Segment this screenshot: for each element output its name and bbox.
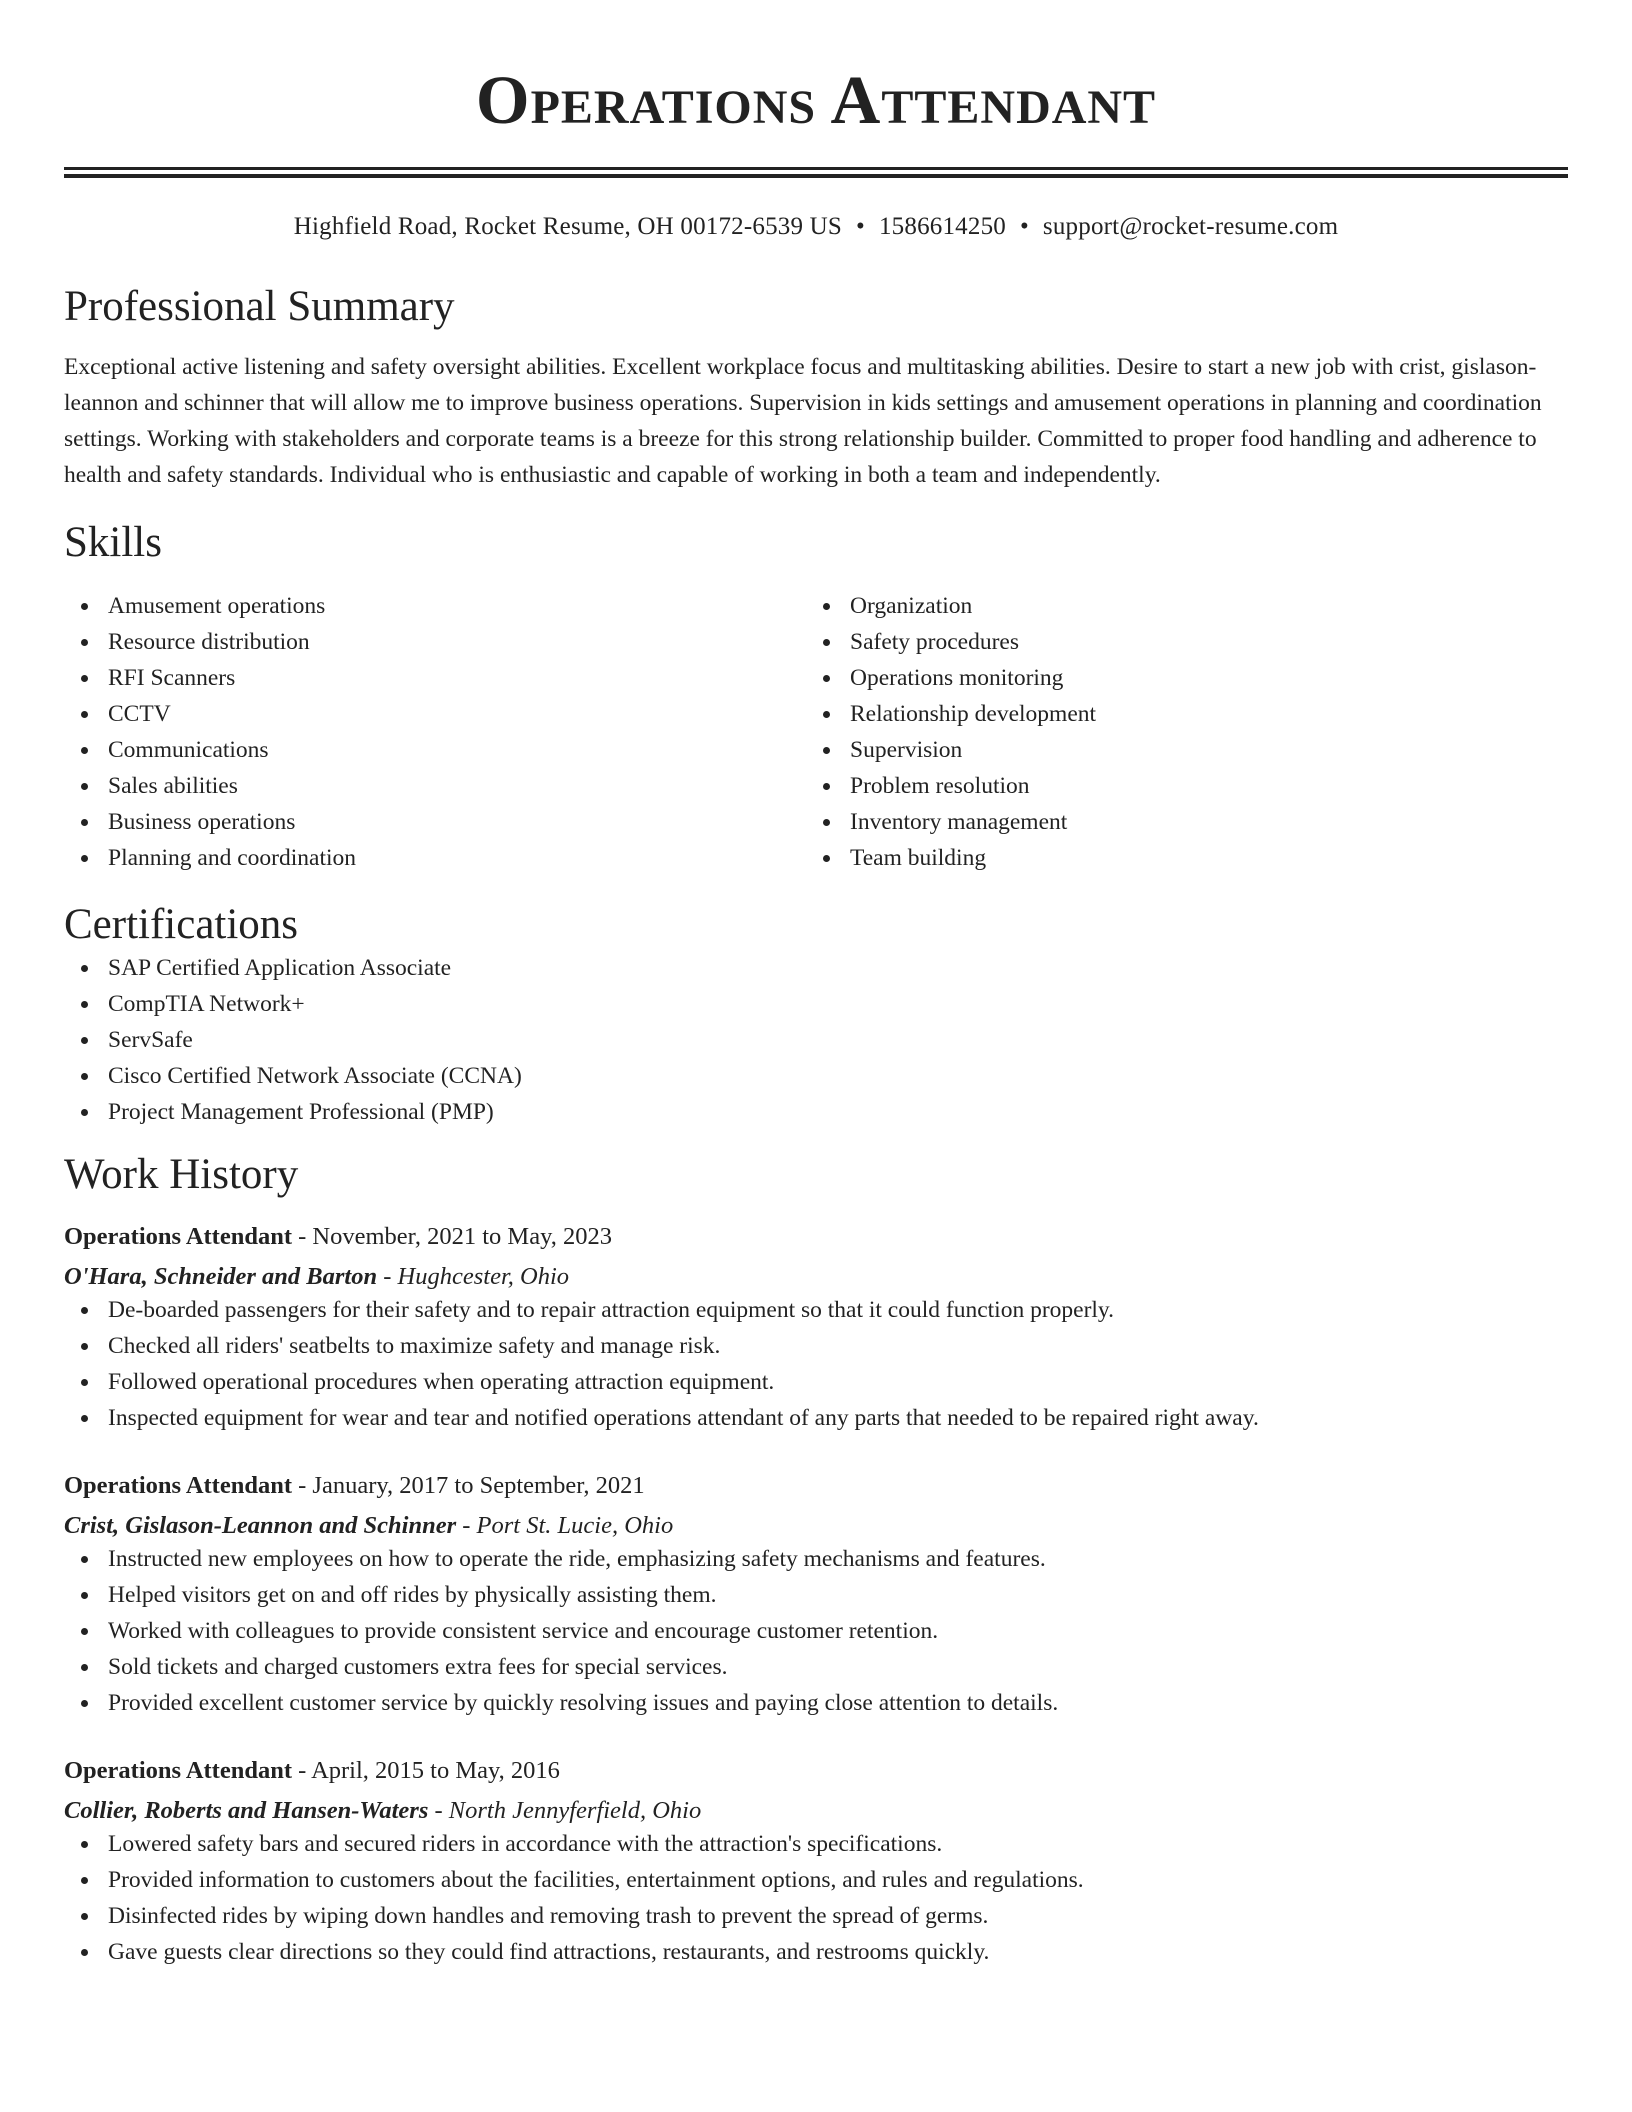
skill-item-text: Relationship development bbox=[850, 701, 1097, 727]
skills-grid bbox=[64, 588, 1568, 876]
contact-separator: • bbox=[856, 213, 865, 240]
certification-item-text: Project Management Professional (PMP) bbox=[108, 1099, 494, 1125]
bullet-icon bbox=[81, 1415, 88, 1422]
job-duty-item bbox=[64, 1898, 1568, 1934]
certification-item-text: ServSafe bbox=[108, 1027, 193, 1053]
skill-item-text: RFI Scanners bbox=[108, 665, 236, 691]
bullet-icon bbox=[81, 1001, 88, 1008]
skill-item bbox=[806, 624, 1548, 660]
job-company: Crist, Gislason-Leannon and Schinner bbox=[64, 1512, 457, 1539]
job-duty-item-text: Instructed new employees on how to operate the ride, emphasizing safety mechanisms and features. bbox=[108, 1546, 1046, 1572]
skill-item bbox=[64, 696, 806, 732]
job-duty-item-text: Disinfected rides by wiping down handles and removing trash to prevent the spread of germs. bbox=[108, 1903, 989, 1929]
bullet-icon bbox=[823, 603, 830, 610]
job-duty-item-text: Helped visitors get on and off rides by physically assisting them. bbox=[108, 1582, 717, 1608]
bullet-icon bbox=[81, 1073, 88, 1080]
skills-column-left bbox=[64, 588, 806, 876]
job-entry bbox=[64, 1471, 1568, 1721]
bullet-icon bbox=[81, 1343, 88, 1350]
job-duty-item-text: Followed operational procedures when operating attraction equipment. bbox=[108, 1369, 775, 1395]
job-duty-item bbox=[64, 1292, 1568, 1328]
bullet-icon bbox=[81, 747, 88, 754]
title-divider bbox=[64, 167, 1568, 178]
bullet-icon bbox=[81, 855, 88, 862]
job-title-line bbox=[64, 1222, 1568, 1252]
job-location: - Port St. Lucie, Ohio bbox=[456, 1512, 674, 1539]
bullet-icon bbox=[81, 639, 88, 646]
resume-title: Operations Attendant bbox=[475, 62, 1157, 138]
bullet-icon bbox=[81, 1877, 88, 1884]
job-duties-list bbox=[64, 1292, 1568, 1436]
job-company-line bbox=[64, 1511, 1568, 1541]
job-duty-item bbox=[64, 1577, 1568, 1613]
bullet-icon bbox=[81, 1109, 88, 1116]
job-duties-list bbox=[64, 1541, 1568, 1721]
job-duty-item-text: Lowered safety bars and secured riders in accordance with the attraction's specifications. bbox=[108, 1831, 943, 1857]
skill-item bbox=[64, 624, 806, 660]
certification-item bbox=[64, 950, 1568, 986]
skill-item-text: Organization bbox=[850, 593, 973, 619]
skill-item-text: Operations monitoring bbox=[850, 665, 1064, 691]
job-entry bbox=[64, 1222, 1568, 1436]
skill-item bbox=[806, 840, 1548, 876]
job-duty-item bbox=[64, 1364, 1568, 1400]
bullet-icon bbox=[81, 1379, 88, 1386]
job-duty-item bbox=[64, 1613, 1568, 1649]
skill-item bbox=[64, 768, 806, 804]
job-dates: - November, 2021 to May, 2023 bbox=[292, 1223, 612, 1250]
job-duty-item bbox=[64, 1934, 1568, 1970]
job-company: O'Hara, Schneider and Barton bbox=[64, 1263, 378, 1290]
certification-item bbox=[64, 986, 1568, 1022]
job-dates: - January, 2017 to September, 2021 bbox=[292, 1472, 645, 1499]
bullet-icon bbox=[81, 1037, 88, 1044]
bullet-icon bbox=[81, 1592, 88, 1599]
job-duty-item bbox=[64, 1400, 1568, 1436]
bullet-icon bbox=[81, 711, 88, 718]
bullet-icon bbox=[823, 819, 830, 826]
skill-item-text: CCTV bbox=[108, 701, 171, 727]
job-title-line bbox=[64, 1756, 1568, 1786]
bullet-icon bbox=[81, 1841, 88, 1848]
work-history-heading: Work History bbox=[64, 1151, 299, 1198]
certification-item bbox=[64, 1022, 1568, 1058]
bullet-icon bbox=[81, 965, 88, 972]
job-duties-list bbox=[64, 1826, 1568, 1970]
skill-item bbox=[806, 804, 1548, 840]
skill-item bbox=[64, 840, 806, 876]
job-duty-item-text: De-boarded passengers for their safety and to repair attraction equipment so that it could function properly. bbox=[108, 1297, 1115, 1323]
bullet-icon bbox=[823, 855, 830, 862]
certifications-list bbox=[64, 950, 1568, 1130]
bullet-icon bbox=[823, 747, 830, 754]
bullet-icon bbox=[823, 783, 830, 790]
job-duty-item-text: Provided information to customers about the facilities, entertainment options, and rules and regulations. bbox=[108, 1867, 1084, 1893]
contact-separator: • bbox=[1019, 213, 1029, 240]
summary-heading: Professional Summary bbox=[64, 283, 455, 330]
bullet-icon bbox=[81, 603, 88, 610]
skill-item-text: Inventory management bbox=[850, 809, 1068, 835]
job-duty-item bbox=[64, 1541, 1568, 1577]
skill-item bbox=[806, 660, 1548, 696]
certification-item-text: CompTIA Network+ bbox=[108, 991, 305, 1017]
job-location: - North Jennyferfield, Ohio bbox=[428, 1797, 702, 1824]
job-title-line bbox=[64, 1471, 1568, 1501]
certification-item-text: Cisco Certified Network Associate (CCNA) bbox=[108, 1063, 522, 1089]
job-duty-item-text: Sold tickets and charged customers extra fees for special services. bbox=[108, 1654, 728, 1680]
job-duty-item-text: Checked all riders' seatbelts to maximize safety and manage risk. bbox=[108, 1333, 721, 1359]
skill-item bbox=[64, 660, 806, 696]
skill-item bbox=[64, 732, 806, 768]
job-duty-item bbox=[64, 1328, 1568, 1364]
bullet-icon bbox=[823, 639, 830, 646]
skill-item bbox=[806, 768, 1548, 804]
bullet-icon bbox=[81, 1628, 88, 1635]
job-duty-item-text: Provided excellent customer service by quickly resolving issues and paying close attention to details. bbox=[108, 1690, 1059, 1716]
job-duty-item bbox=[64, 1649, 1568, 1685]
job-duty-item bbox=[64, 1862, 1568, 1898]
skills-heading: Skills bbox=[64, 519, 162, 566]
bullet-icon bbox=[81, 1664, 88, 1671]
skill-item-text: Resource distribution bbox=[108, 629, 310, 655]
bullet-icon bbox=[81, 819, 88, 826]
bullet-icon bbox=[81, 783, 88, 790]
job-company-line bbox=[64, 1796, 1568, 1826]
job-duty-item bbox=[64, 1826, 1568, 1862]
contact-phone: 1586614250 bbox=[878, 213, 1006, 240]
bullet-icon bbox=[823, 711, 830, 718]
summary-text: Exceptional active listening and safety oversight abilities. Excellent workplace focus and multitasking abilities. Desire to start a new job with crist, gislason-leannon and schinner that will allow me to improve business operations. Supervision in kids settings and amusement operations in planning and coordination settings. Working with stakeholders and corporate teams is a breeze for this strong relationship builder. Committed to proper food handling and adherence to health and safety standards. Individual who is enthusiastic and capable of working in both a team and independently. bbox=[64, 354, 1542, 488]
job-entry bbox=[64, 1756, 1568, 1970]
job-role: Operations Attendant bbox=[64, 1757, 293, 1784]
skill-item bbox=[806, 732, 1548, 768]
skills-list-right bbox=[806, 588, 1548, 876]
bullet-icon bbox=[81, 1556, 88, 1563]
skill-item-text: Amusement operations bbox=[108, 593, 326, 619]
job-duty-item bbox=[64, 1685, 1568, 1721]
bullet-icon bbox=[81, 675, 88, 682]
skill-item-text: Problem resolution bbox=[850, 773, 1030, 799]
job-location: - Hughcester, Ohio bbox=[377, 1263, 570, 1290]
bullet-icon bbox=[81, 1949, 88, 1956]
job-company-line bbox=[64, 1262, 1568, 1292]
job-duty-item-text: Worked with colleagues to provide consistent service and encourage customer retention. bbox=[108, 1618, 939, 1644]
bullet-icon bbox=[81, 1913, 88, 1920]
job-role: Operations Attendant bbox=[64, 1472, 293, 1499]
skill-item-text: Communications bbox=[108, 737, 269, 763]
certifications-heading: Certifications bbox=[64, 901, 299, 948]
job-duty-item-text: Gave guests clear directions so they could find attractions, restaurants, and restrooms quickly. bbox=[108, 1939, 990, 1965]
job-role: Operations Attendant bbox=[64, 1223, 293, 1250]
skill-item-text: Safety procedures bbox=[850, 629, 1019, 655]
skill-item-text: Business operations bbox=[108, 809, 296, 835]
skill-item bbox=[64, 804, 806, 840]
skill-item bbox=[806, 696, 1548, 732]
skills-list-left bbox=[64, 588, 806, 876]
contact-info bbox=[64, 212, 1568, 242]
certification-item bbox=[64, 1058, 1568, 1094]
job-company: Collier, Roberts and Hansen-Waters bbox=[64, 1797, 429, 1824]
bullet-icon bbox=[823, 675, 830, 682]
skill-item-text: Planning and coordination bbox=[108, 845, 357, 871]
skill-item-text: Supervision bbox=[850, 737, 963, 763]
skill-item-text: Sales abilities bbox=[108, 773, 238, 799]
skill-item bbox=[806, 588, 1548, 624]
skill-item bbox=[64, 588, 806, 624]
job-dates: - April, 2015 to May, 2016 bbox=[292, 1757, 560, 1784]
certification-item-text: SAP Certified Application Associate bbox=[108, 955, 452, 981]
job-duty-item-text: Inspected equipment for wear and tear and notified operations attendant of any parts that needed to be repaired right away. bbox=[108, 1405, 1259, 1431]
skill-item-text: Team building bbox=[850, 845, 987, 871]
contact-address: Highfield Road, Rocket Resume, OH 00172-6539 US bbox=[293, 213, 843, 240]
skills-column-right bbox=[806, 588, 1548, 876]
bullet-icon bbox=[81, 1307, 88, 1314]
contact-email: support@rocket-resume.com bbox=[1042, 213, 1339, 240]
bullet-icon bbox=[81, 1700, 88, 1707]
certification-item bbox=[64, 1094, 1568, 1130]
